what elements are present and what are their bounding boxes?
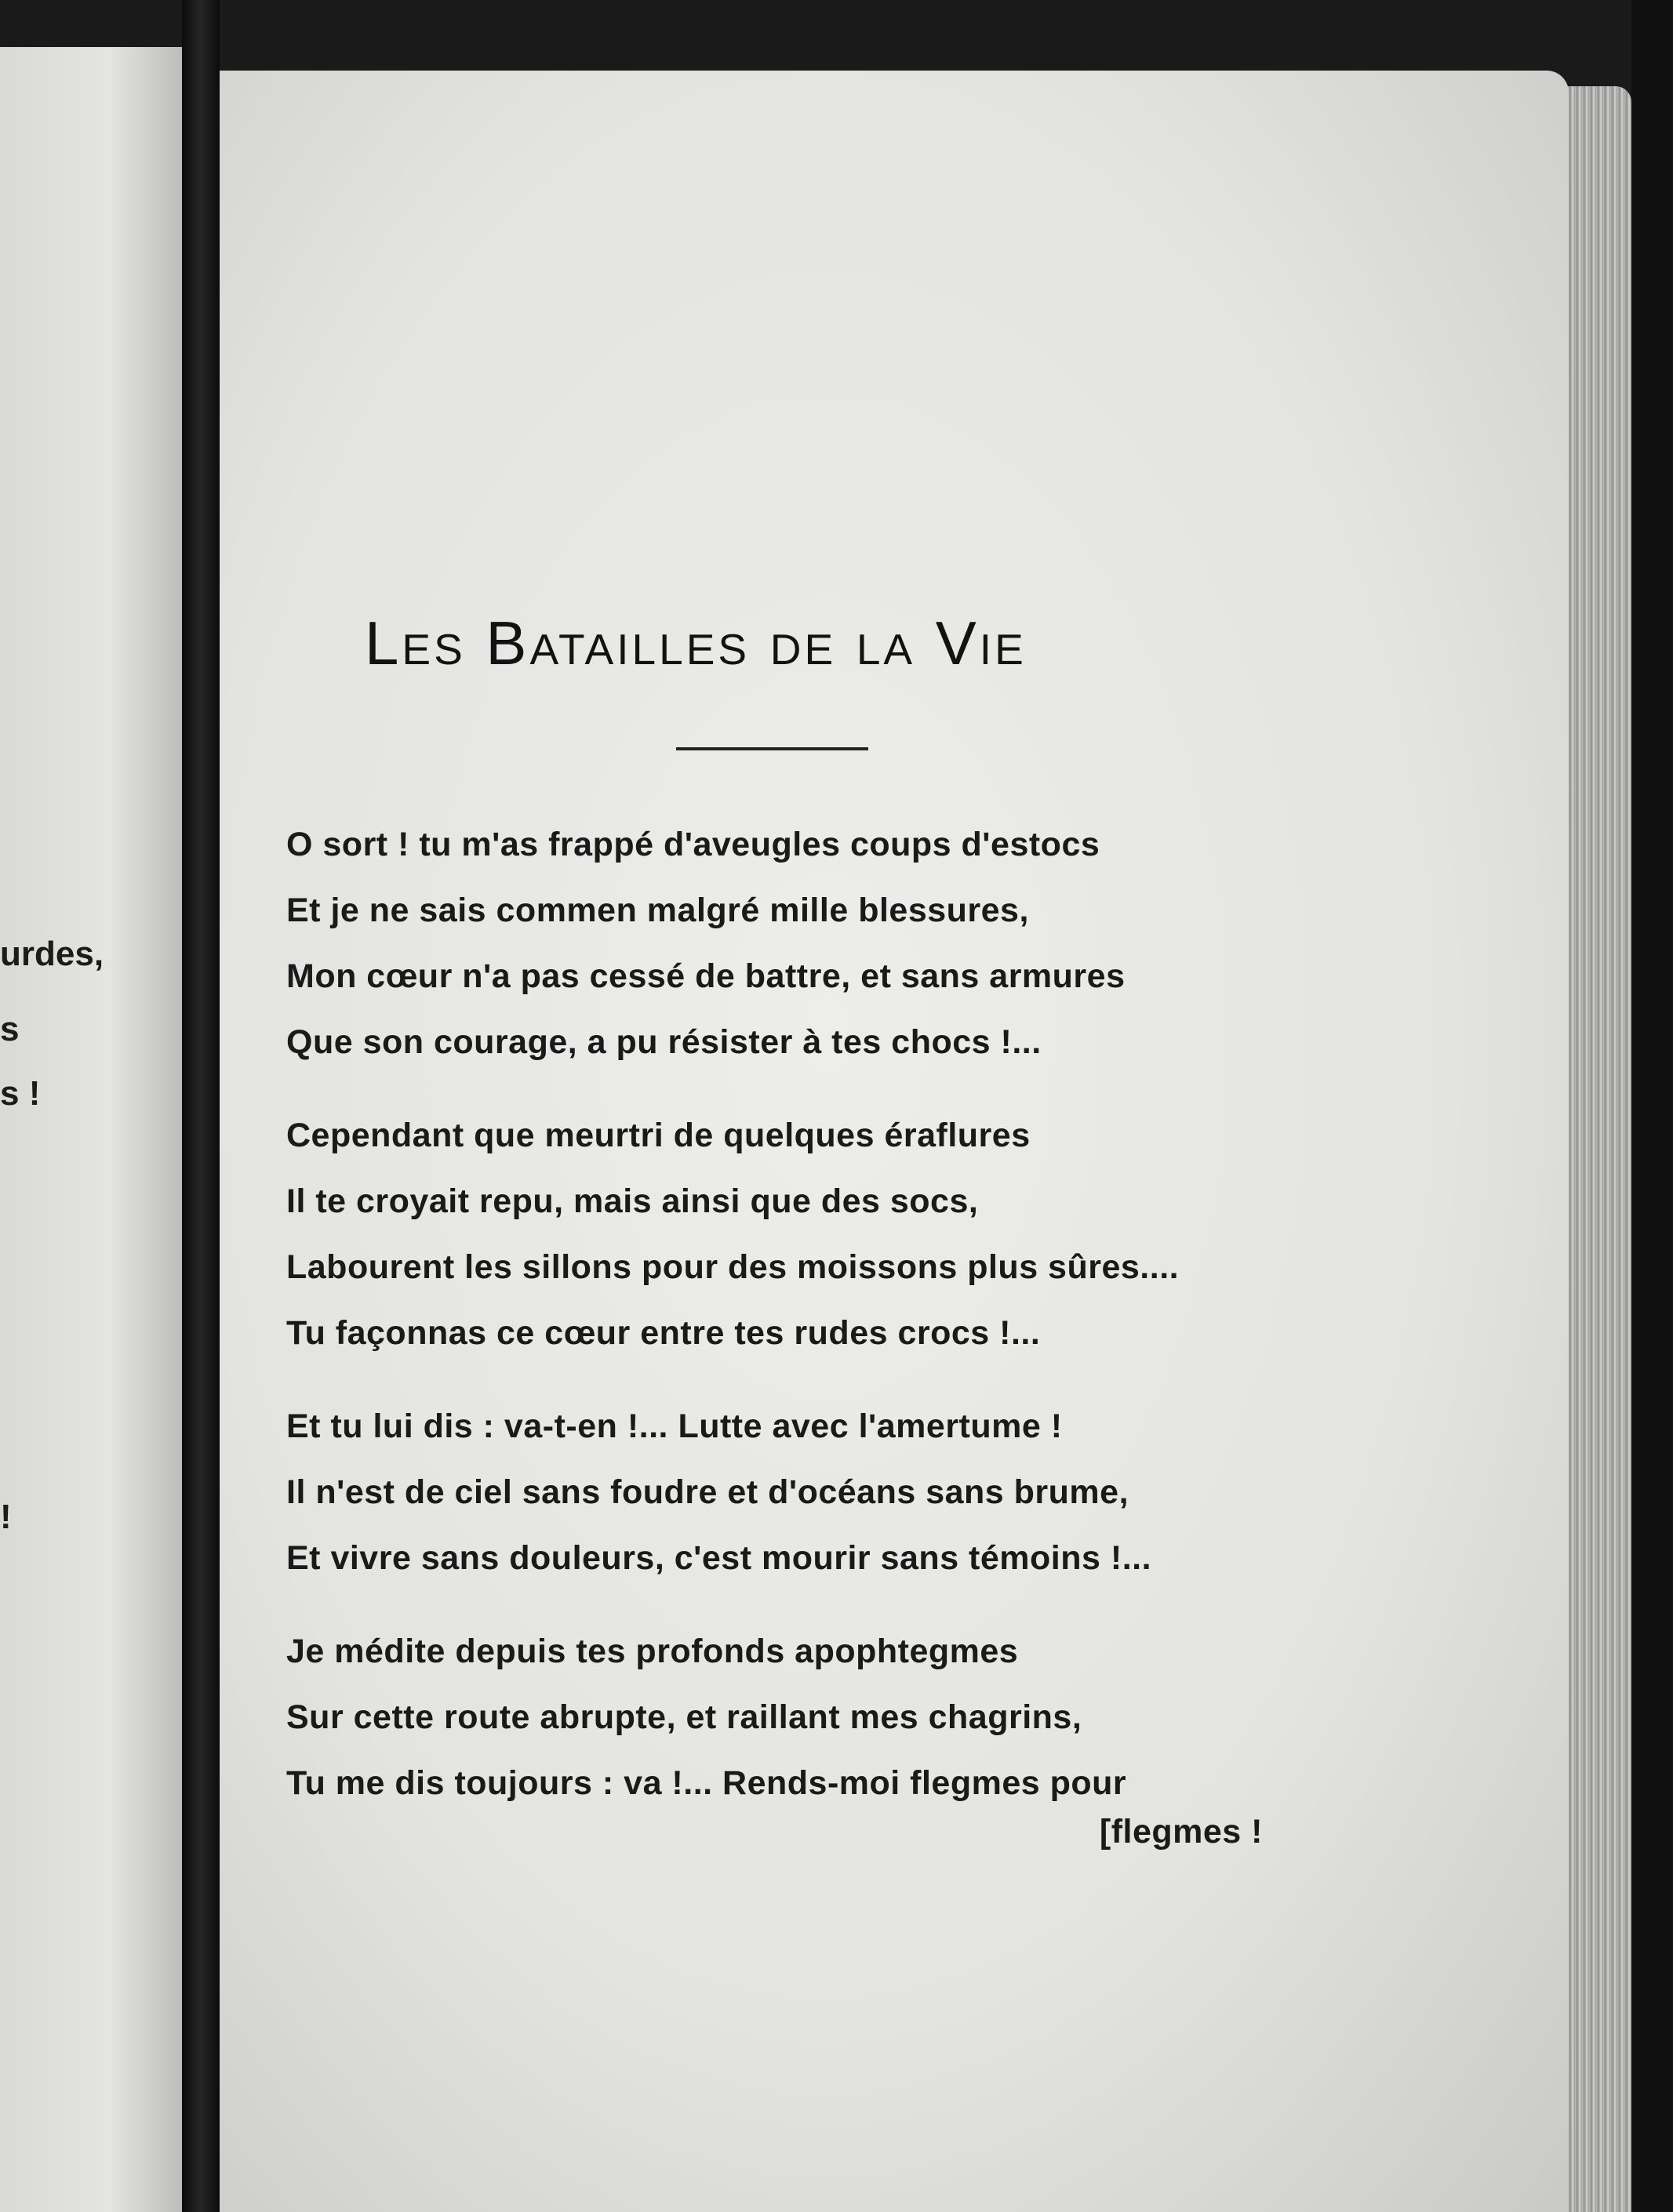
left-facing-page xyxy=(0,47,182,2212)
verse: Et vivre sans douleurs, c'est mourir sans témoins !... xyxy=(286,1539,1152,1577)
verse: Je médite depuis tes profonds apophtegmes xyxy=(286,1633,1019,1670)
stanza xyxy=(286,1102,1275,1366)
verse: Et tu lui dis : va-t-en !... Lutte avec l'amertume ! xyxy=(286,1407,1063,1445)
verse: Il te croyait repu, mais ainsi que des socs, xyxy=(286,1182,979,1220)
left-page-line: urdes, xyxy=(0,935,104,973)
left-page-line: s ! xyxy=(0,1074,41,1113)
verse: Labourent les sillons pour des moissons plus sûres.... xyxy=(286,1248,1180,1286)
scan-border xyxy=(1631,0,1673,2212)
verse: Sur cette route abrupte, et raillant mes chagrins, xyxy=(286,1698,1082,1736)
poem-body xyxy=(286,812,1275,1892)
verse: Que son courage, a pu résister à tes chocs !... xyxy=(286,1023,1042,1061)
verse: Mon cœur n'a pas cessé de battre, et sans armures xyxy=(286,957,1126,995)
verse: O sort ! tu m'as frappé d'aveugles coups d'estocs xyxy=(286,826,1100,863)
page-edges xyxy=(1561,86,1631,2212)
stanza xyxy=(286,1618,1275,1865)
book-gutter xyxy=(182,0,220,2212)
verse: Tu façonnas ce cœur entre tes rudes crocs !... xyxy=(286,1314,1041,1352)
title-rule xyxy=(676,747,868,750)
verse: Cependant que meurtri de quelques éraflures xyxy=(286,1117,1031,1154)
stanza xyxy=(286,812,1275,1075)
verse: Il n'est de ciel sans foudre et d'océans sans brume, xyxy=(286,1473,1129,1511)
left-page-line: ! xyxy=(0,1498,12,1536)
verse: Tu me dis toujours : va !... Rends-moi flegmes pour xyxy=(286,1764,1127,1802)
poem-title: Les Batailles de la Vie xyxy=(365,608,1027,677)
left-page-line: s xyxy=(0,1010,20,1048)
stanza xyxy=(286,1393,1275,1591)
verse-overflow: [flegmes ! xyxy=(1099,1813,1263,1851)
verse: Et je ne sais commen malgré mille blessures, xyxy=(286,892,1029,929)
